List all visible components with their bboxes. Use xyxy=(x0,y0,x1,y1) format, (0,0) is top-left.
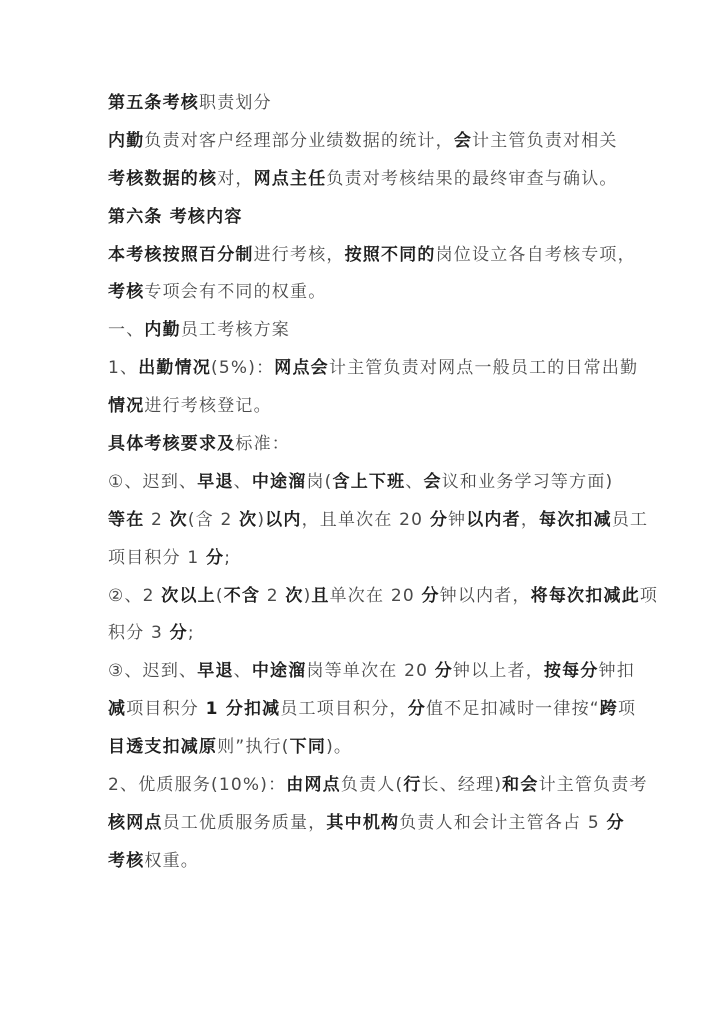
bold-text: 分 xyxy=(429,509,449,530)
regular-text: 岗位设立各自考核专项， xyxy=(435,244,636,265)
bold-text: 出勤情况 xyxy=(138,358,212,379)
regular-text: 计主管负责对相关 xyxy=(472,130,618,151)
bold-text: 早退 xyxy=(197,661,234,682)
bold-text: 考核 xyxy=(108,282,145,303)
regular-text: ) xyxy=(303,585,312,606)
regular-text: ①、迟到、 xyxy=(108,471,198,492)
bold-text: 分 xyxy=(206,547,225,568)
bold-text: 早退 xyxy=(197,471,234,492)
bold-text: 1 分扣减 xyxy=(205,699,281,720)
bold-text: 第五条考核 xyxy=(108,93,199,113)
regular-text: 专项会有不同的权重。 xyxy=(144,282,327,303)
bold-text: 不含 xyxy=(223,585,261,606)
regular-text: 1、 xyxy=(108,358,139,379)
regular-text: 职责划分 xyxy=(199,93,272,113)
regular-text: 项目积分 1 xyxy=(108,547,207,568)
heading-line xyxy=(108,85,638,123)
regular-text: 钟 xyxy=(448,509,467,530)
bold-text: 网点主任 xyxy=(253,168,327,189)
paragraph-line xyxy=(108,464,638,502)
regular-text: 员工考核方案 xyxy=(180,320,291,341)
bold-text: 内勤 xyxy=(144,320,181,341)
regular-text: 积分 3 xyxy=(108,623,170,644)
paragraph-line xyxy=(108,350,638,388)
regular-text: 员工项目积分， xyxy=(280,699,408,720)
regular-text: 进行考核， xyxy=(253,244,345,265)
bold-text: 会 xyxy=(423,471,442,492)
regular-text: 权重。 xyxy=(144,850,200,871)
bold-text: 中途溜 xyxy=(251,471,307,492)
regular-text: 负责对客户经理部分业绩数据的统计， xyxy=(144,130,454,151)
paragraph-line xyxy=(108,805,638,843)
bold-text: 分 xyxy=(434,661,453,682)
bold-text: 会 xyxy=(453,130,473,151)
bold-text: 核网点 xyxy=(108,812,163,833)
heading-line xyxy=(108,199,638,237)
bold-text: 行 xyxy=(403,775,422,796)
regular-text: ，且单次在 20 xyxy=(301,509,430,530)
regular-text: 2 xyxy=(144,509,170,530)
regular-text: 员工优质服务质量， xyxy=(162,812,327,833)
regular-text: 负责人( xyxy=(340,775,404,796)
regular-text: 单次在 20 xyxy=(329,585,422,606)
regular-text: 钟以内者， xyxy=(439,585,531,606)
bold-text: 每次扣减 xyxy=(539,509,612,530)
bold-text: 内勤 xyxy=(108,130,145,151)
bold-text: 次 xyxy=(239,509,258,530)
paragraph-line xyxy=(108,502,649,540)
regular-text: ; xyxy=(187,623,195,644)
regular-text: )。 xyxy=(326,737,353,758)
bold-text: 跨 xyxy=(599,699,618,720)
paragraph-line xyxy=(108,388,638,426)
paragraph-line xyxy=(108,653,638,691)
regular-text: 计主管负责考 xyxy=(538,775,648,796)
paragraph-line xyxy=(108,540,638,578)
paragraph-line xyxy=(108,729,638,767)
bold-text: 考核数据的核 xyxy=(108,168,218,189)
regular-text: 钟以上者， xyxy=(452,661,544,682)
bold-text: 本考核按照百分制 xyxy=(108,244,254,265)
bold-text: 其中机构 xyxy=(326,812,400,833)
bold-text: 以内 xyxy=(265,509,302,530)
paragraph-line xyxy=(108,426,638,464)
bold-text: 以内者 xyxy=(466,509,521,530)
regular-text: 值不足扣减时一律按“ xyxy=(425,699,600,720)
bold-text: 网点会 xyxy=(274,358,329,379)
regular-text: ; xyxy=(224,547,232,568)
regular-text: 项 xyxy=(639,585,659,606)
paragraph-line xyxy=(108,843,638,881)
paragraph-line xyxy=(108,274,638,312)
bold-text: 等在 xyxy=(108,509,145,530)
regular-text: ( xyxy=(215,585,224,606)
paragraph-line xyxy=(108,615,638,653)
regular-text: 负责对考核结果的最终审查与确认。 xyxy=(326,168,618,189)
regular-text: ) xyxy=(257,509,266,530)
bold-text: 按每分 xyxy=(543,661,599,682)
bold-text: 次 xyxy=(285,585,304,606)
regular-text: 议和业务学习等方面) xyxy=(441,471,614,492)
bold-text: 具体考核要求及 xyxy=(108,434,236,455)
bold-text: 分 xyxy=(169,623,188,644)
regular-text: 项 xyxy=(617,699,637,720)
subheading-line xyxy=(108,312,638,350)
paragraph-line xyxy=(108,691,638,729)
regular-text: 、 xyxy=(233,661,252,682)
paragraph-line xyxy=(108,767,648,805)
bold-text: 分 xyxy=(421,585,440,606)
bold-text: 且 xyxy=(311,585,330,606)
regular-text: 项目积分 xyxy=(126,699,206,720)
bold-text: 目透支扣减原 xyxy=(108,737,218,758)
bold-text: 和会 xyxy=(502,775,539,796)
regular-text: 2 xyxy=(260,585,286,606)
bold-text: 将每次扣减此 xyxy=(530,585,640,606)
paragraph-line xyxy=(108,161,638,199)
bold-text: 含上下班 xyxy=(332,471,406,492)
regular-text: 标准： xyxy=(235,434,291,455)
bold-text: 中途溜 xyxy=(251,661,307,682)
bold-text: 按照不同的 xyxy=(344,244,436,265)
regular-text: 员工 xyxy=(611,509,649,530)
regular-text: 2、优质服务(10%)： xyxy=(108,775,287,796)
regular-text: 、 xyxy=(233,471,252,492)
paragraph-line xyxy=(108,237,638,275)
bold-text: 情况 xyxy=(108,396,145,417)
regular-text: 长、经理) xyxy=(421,775,503,796)
regular-text: 岗( xyxy=(306,471,333,492)
regular-text: ③、迟到、 xyxy=(108,661,198,682)
bold-text: 由网点 xyxy=(286,775,341,796)
regular-text: 钟扣 xyxy=(598,661,635,682)
paragraph-line xyxy=(108,123,638,161)
bold-text: 分 xyxy=(606,812,625,833)
bold-text: 第六条 考核内容 xyxy=(108,206,243,227)
paragraph-line xyxy=(108,578,659,616)
regular-text: 进行考核登记。 xyxy=(144,396,272,417)
regular-text: 、 xyxy=(405,471,424,492)
bold-text: 分 xyxy=(407,699,426,720)
bold-text: 次 xyxy=(169,509,188,530)
regular-text: (5%)： xyxy=(211,358,275,379)
regular-text: (含 2 xyxy=(187,509,240,530)
bold-text: 考核 xyxy=(108,850,145,871)
regular-text: 一、 xyxy=(108,320,145,341)
bold-text: 减 xyxy=(108,699,127,720)
regular-text: 对， xyxy=(217,168,254,189)
document-body xyxy=(108,85,659,881)
regular-text: 计主管负责对网点一般员工的日常出勤 xyxy=(328,358,639,379)
regular-text: 负责人和会计主管各占 5 xyxy=(399,812,607,833)
bold-text: 次以上 xyxy=(161,585,216,606)
regular-text: ②、2 xyxy=(108,585,162,606)
regular-text: 则”执行( xyxy=(217,737,290,758)
regular-text: 岗等单次在 20 xyxy=(306,661,435,682)
regular-text: ， xyxy=(520,509,540,530)
bold-text: 下同 xyxy=(289,737,327,758)
